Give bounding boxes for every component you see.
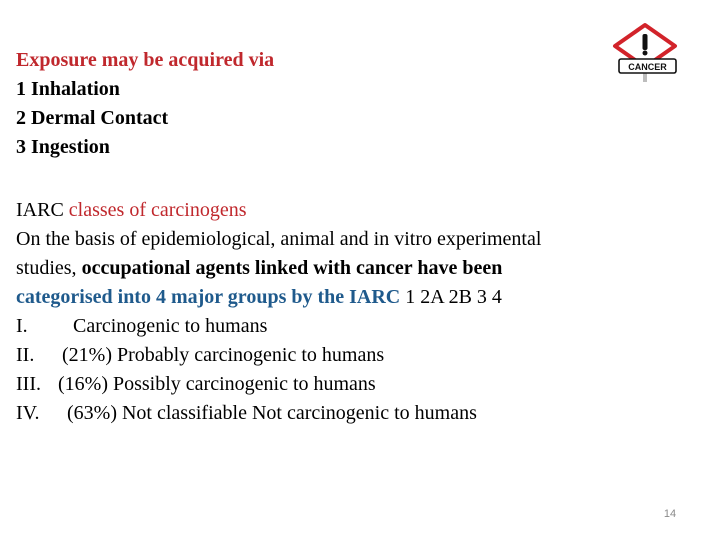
- exposure-route-dermal: 2 Dermal Contact: [16, 107, 169, 129]
- iarc-class-text: Carcinogenic to humans: [68, 315, 268, 337]
- iarc-class-text: (21%) Probably carcinogenic to humans: [62, 344, 385, 366]
- sign-label: CANCER: [628, 62, 667, 72]
- iarc-class-2: [16, 341, 384, 370]
- exclamation-icon: [643, 34, 648, 50]
- cancer-warning-sign: [611, 22, 681, 82]
- iarc-class-numeral: III.: [16, 373, 41, 395]
- iarc-class-text: (63%) Not classifiable Not carcinogenic to humans: [62, 402, 477, 424]
- exposure-route-ingestion: 3 Ingestion: [16, 136, 110, 158]
- iarc-class-4: [16, 399, 477, 428]
- iarc-body-line-3: [16, 283, 502, 312]
- exposure-heading: Exposure may be acquired via: [16, 49, 275, 71]
- iarc-class-3: [16, 370, 376, 399]
- iarc-class-numeral: I.: [16, 315, 28, 337]
- exclamation-dot: [643, 51, 648, 56]
- slide-number: 14: [663, 508, 677, 520]
- iarc-body-line-2-plain: studies,: [16, 257, 82, 279]
- iarc-body-line-2: [16, 254, 502, 283]
- iarc-title-highlight: classes of carcinogens: [68, 199, 247, 221]
- iarc-class-1: [16, 312, 267, 341]
- iarc-body-line-1: On the basis of epidemiological, animal and in vitro experimental: [16, 228, 542, 250]
- iarc-group-codes: 1 2A 2B 3 4: [400, 286, 502, 308]
- iarc-class-numeral: IV.: [16, 402, 40, 424]
- warning-sign-icon: [611, 22, 681, 82]
- iarc-groups-statement: categorised into 4 major groups by the IARC: [16, 286, 401, 308]
- iarc-body-line-2-bold: occupational agents linked with cancer have been: [81, 257, 503, 279]
- iarc-class-numeral: II.: [16, 344, 35, 366]
- exposure-route-inhalation: 1 Inhalation: [16, 78, 120, 100]
- iarc-class-text: (16%) Possibly carcinogenic to humans: [58, 373, 376, 395]
- iarc-title-prefix: IARC: [16, 199, 69, 221]
- iarc-title: [16, 196, 247, 225]
